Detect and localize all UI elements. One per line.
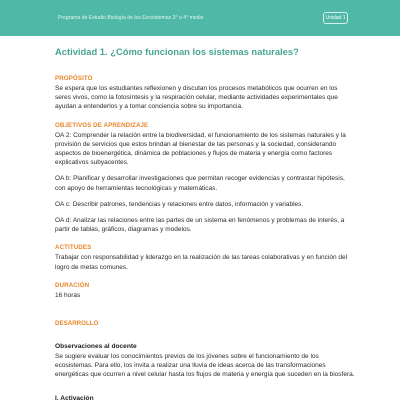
section-duracion: [55, 282, 355, 300]
duracion-label: DURACIÓN: [55, 281, 90, 289]
section-objetivos: [55, 122, 355, 235]
actitudes-text: Trabajar con responsabilidad y liderazgo en la realización de las tareas colaborativas y en función del logro de metas comunes.: [55, 254, 348, 271]
activacion-heading: I. Activación: [55, 394, 94, 400]
proposito-label: PROPÓSITO: [55, 75, 93, 82]
observaciones-title: Observaciones al docente: [55, 343, 137, 351]
activity-title: Actividad 1. ¿Cómo funcionan los sistemas naturales?: [55, 46, 299, 57]
section-desarrollo: [55, 320, 355, 400]
objective-item: OA d: Analizar las relaciones entre las partes de un sistema en fenómenos y problemas de interés, a partir de tablas, gráficos, diagramas y modelos.: [55, 217, 345, 234]
objective-item: OA 2: Comprender la relación entre la biodiversidad, el funcionamiento de los sistemas naturales y la provisión de servicios que estos brindan al bienestar de las personas y la sociedad, considerando aspectos de bioenergética, dinámica de poblaciones y flujos de materia y energía como factores explicativos subyacentes.: [55, 131, 346, 167]
program-title: Programa de Estudio Biología de los Ecosistemas 3° o 4° medio: [58, 15, 204, 21]
duracion-text: 16 horas: [55, 291, 81, 299]
observaciones-text: Se sugiere evaluar los conocimientos previos de los jóvenes sobre el funcionamiento de los ecosistemas. Para ello, los invita a realizar una lluvia de ideas acerca de las transformaciones energéticas que ocurren a nivel celular hasta los flujos de materia y energía que suceden en la biosfera.: [55, 353, 355, 379]
proposito-text: Se espera que los estudiantes reflexionen y discutan los procesos metabólicos que ocurren en los seres vivos, como la fotosíntesis y la respiración celular, mediante actividades experimentales que ayudan a entenderlos y a tomar conciencia sobre su importancia.: [55, 85, 338, 111]
unit-badge: Unidad 1: [323, 12, 348, 24]
desarrollo-label: DESARROLLO: [55, 320, 99, 328]
section-proposito: [55, 75, 355, 112]
objetivos-label: OBJETIVOS DE APRENDIZAJE: [55, 121, 149, 129]
section-actitudes: [55, 244, 355, 271]
document-body: [55, 46, 355, 400]
document-header: [0, 0, 400, 36]
actitudes-label: ACTITUDES: [55, 244, 92, 252]
objective-item: OA c: Describir patrones, tendencias y relaciones entre datos, información y variables.: [55, 200, 304, 208]
objective-item: OA b: Planificar y desarrollar investigaciones que permitan recoger evidencias y contrastar hipótesis, con apoyo de herramientas tecnológicas y matemáticas.: [55, 175, 345, 192]
